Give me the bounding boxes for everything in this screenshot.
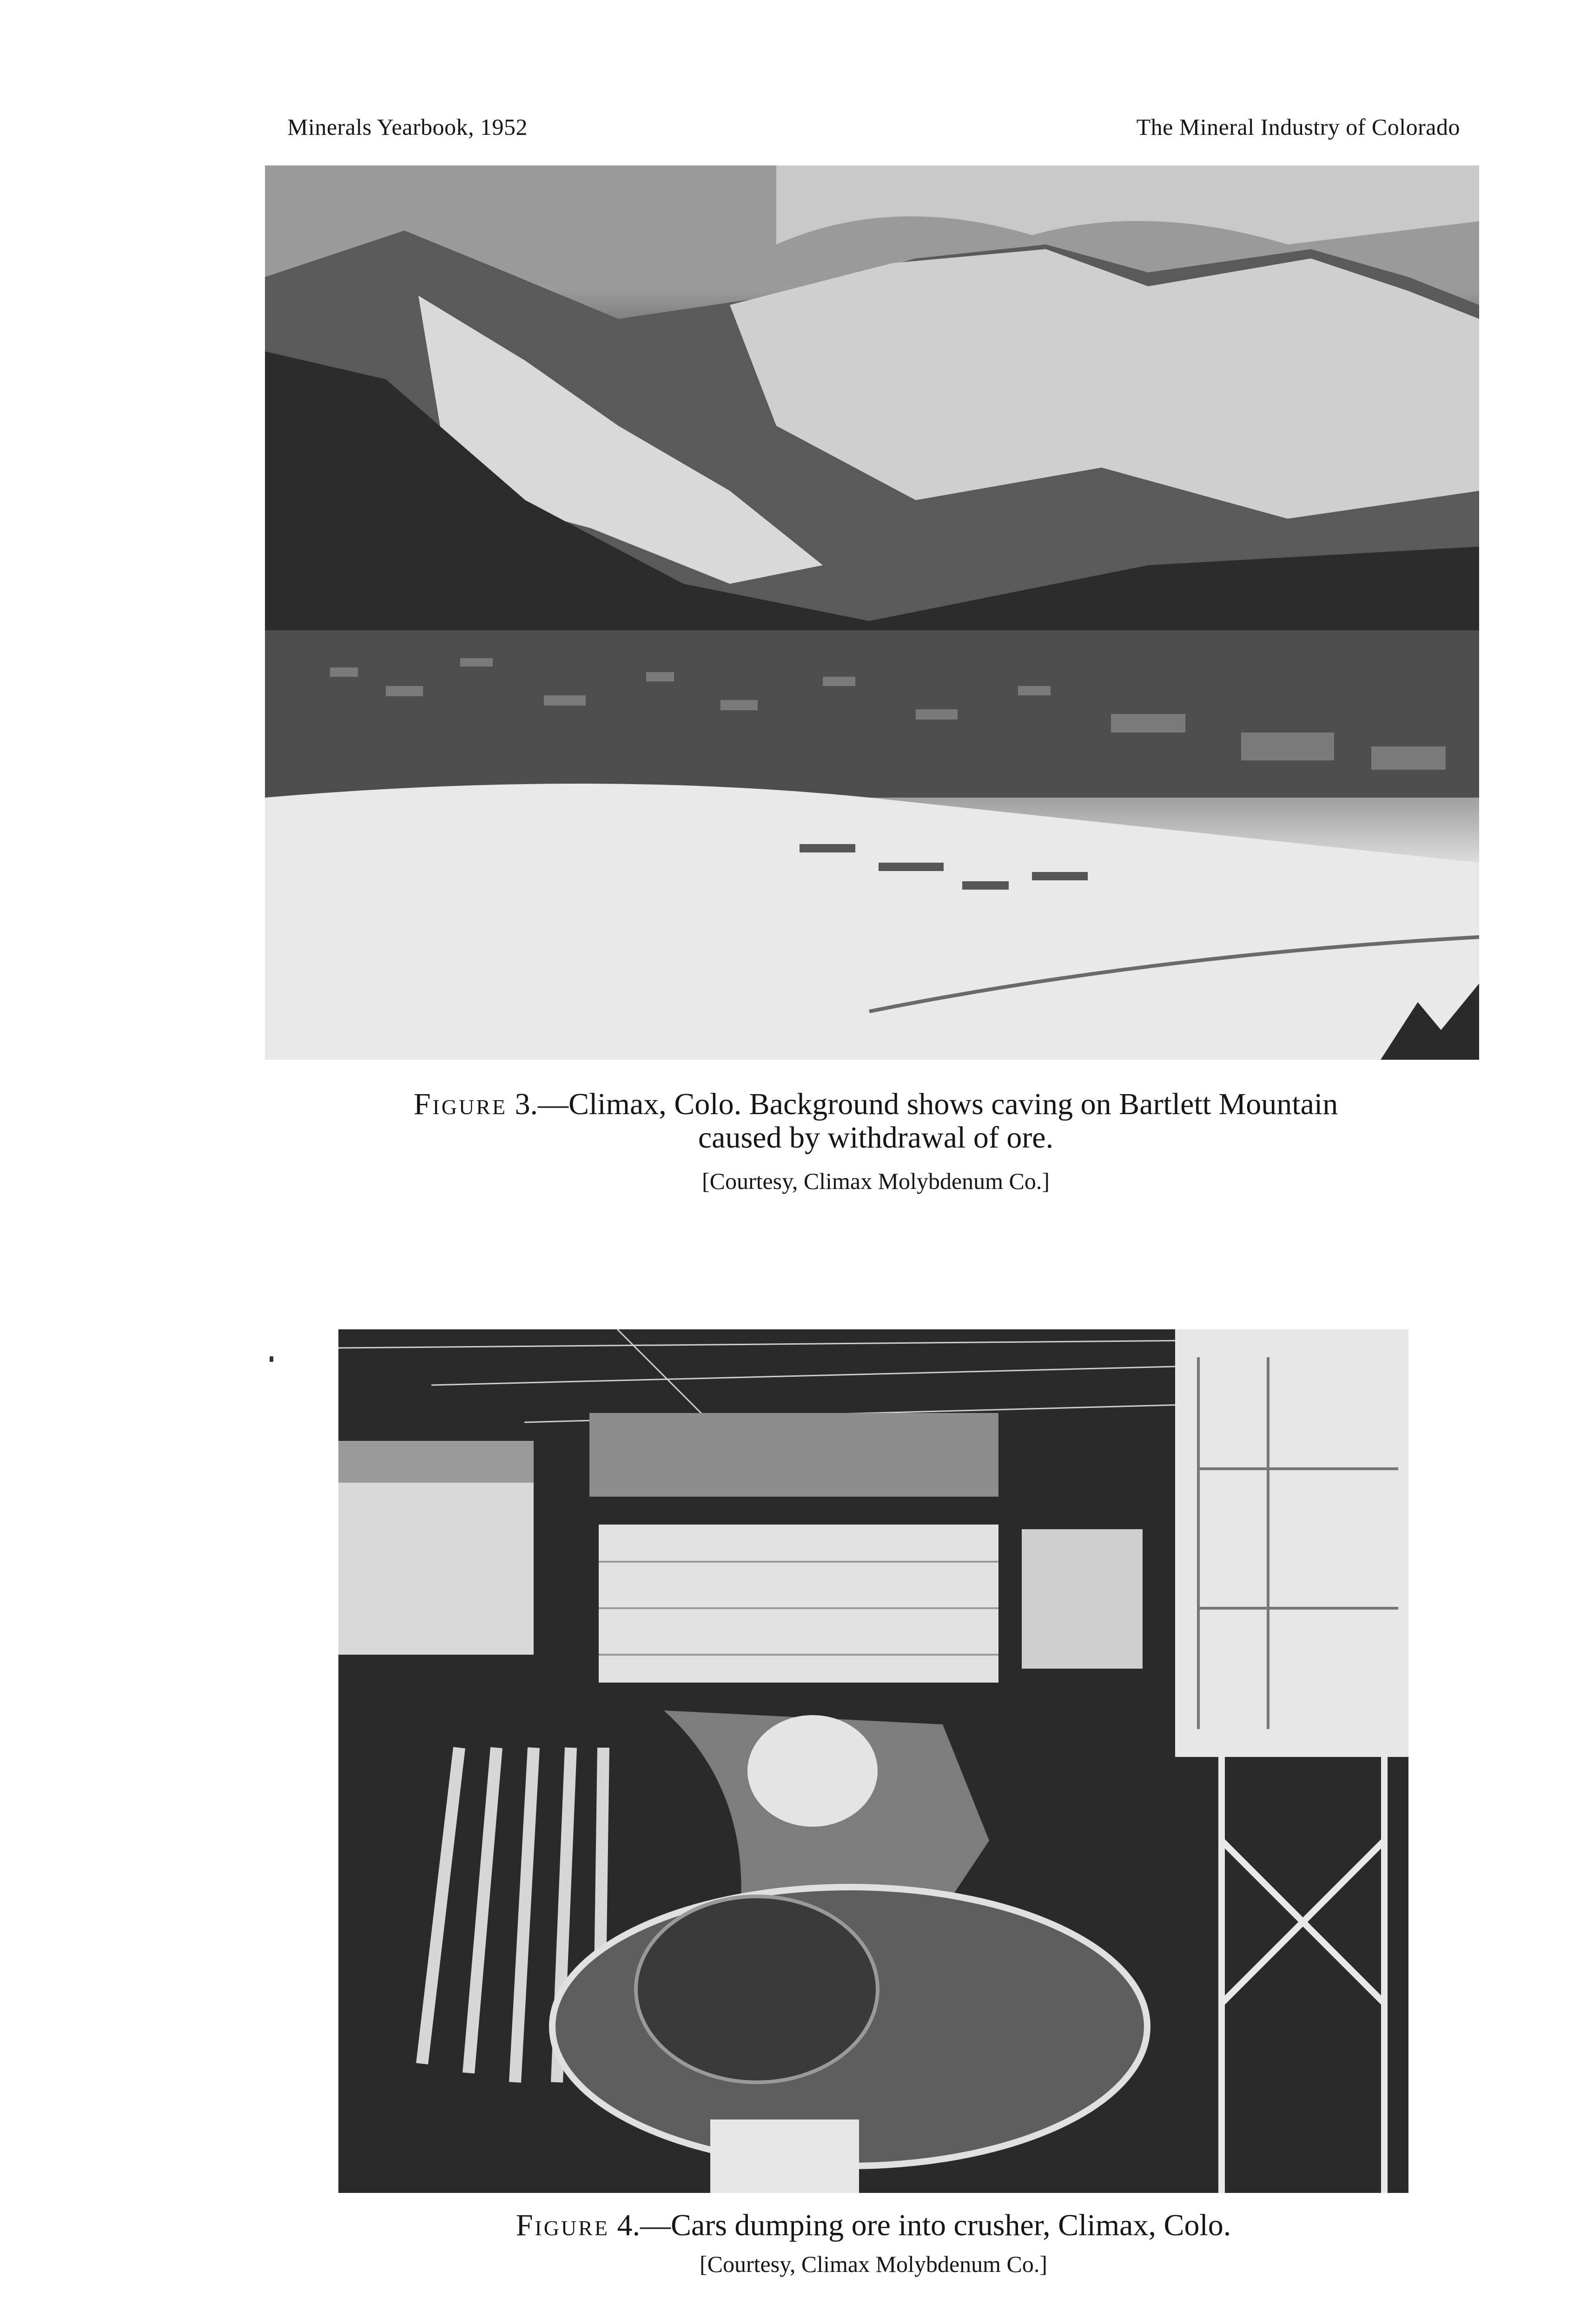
figure-3-label: Figure — [413, 1087, 507, 1121]
figure-4-photo — [338, 1329, 1408, 2193]
mountain-landscape-image — [265, 165, 1479, 1060]
figure-4-caption — [338, 2209, 1408, 2242]
figure-4-label: Figure — [516, 2208, 609, 2242]
figure-3-caption — [272, 1088, 1479, 1155]
figure-3-caption-text: 3.—Climax, Colo. Background shows caving on Bartlett Mountain — [515, 1087, 1338, 1121]
figure-3-caption-line2: caused by withdrawal of ore. — [698, 1121, 1054, 1155]
running-head-right: The Mineral Industry of Colorado — [1136, 114, 1460, 140]
stray-mark — [270, 1356, 273, 1362]
running-head-left: Minerals Yearbook, 1952 — [287, 114, 528, 140]
figure-4-caption-text: 4.—Cars dumping ore into crusher, Climax, Colo. — [617, 2208, 1231, 2242]
figure-3-photo — [265, 165, 1479, 1060]
crusher-image — [338, 1329, 1408, 2193]
figure-4-courtesy: [Courtesy, Climax Molybdenum Co.] — [699, 2251, 1048, 2277]
figure-3-courtesy: [Courtesy, Climax Molybdenum Co.] — [701, 1168, 1050, 1194]
